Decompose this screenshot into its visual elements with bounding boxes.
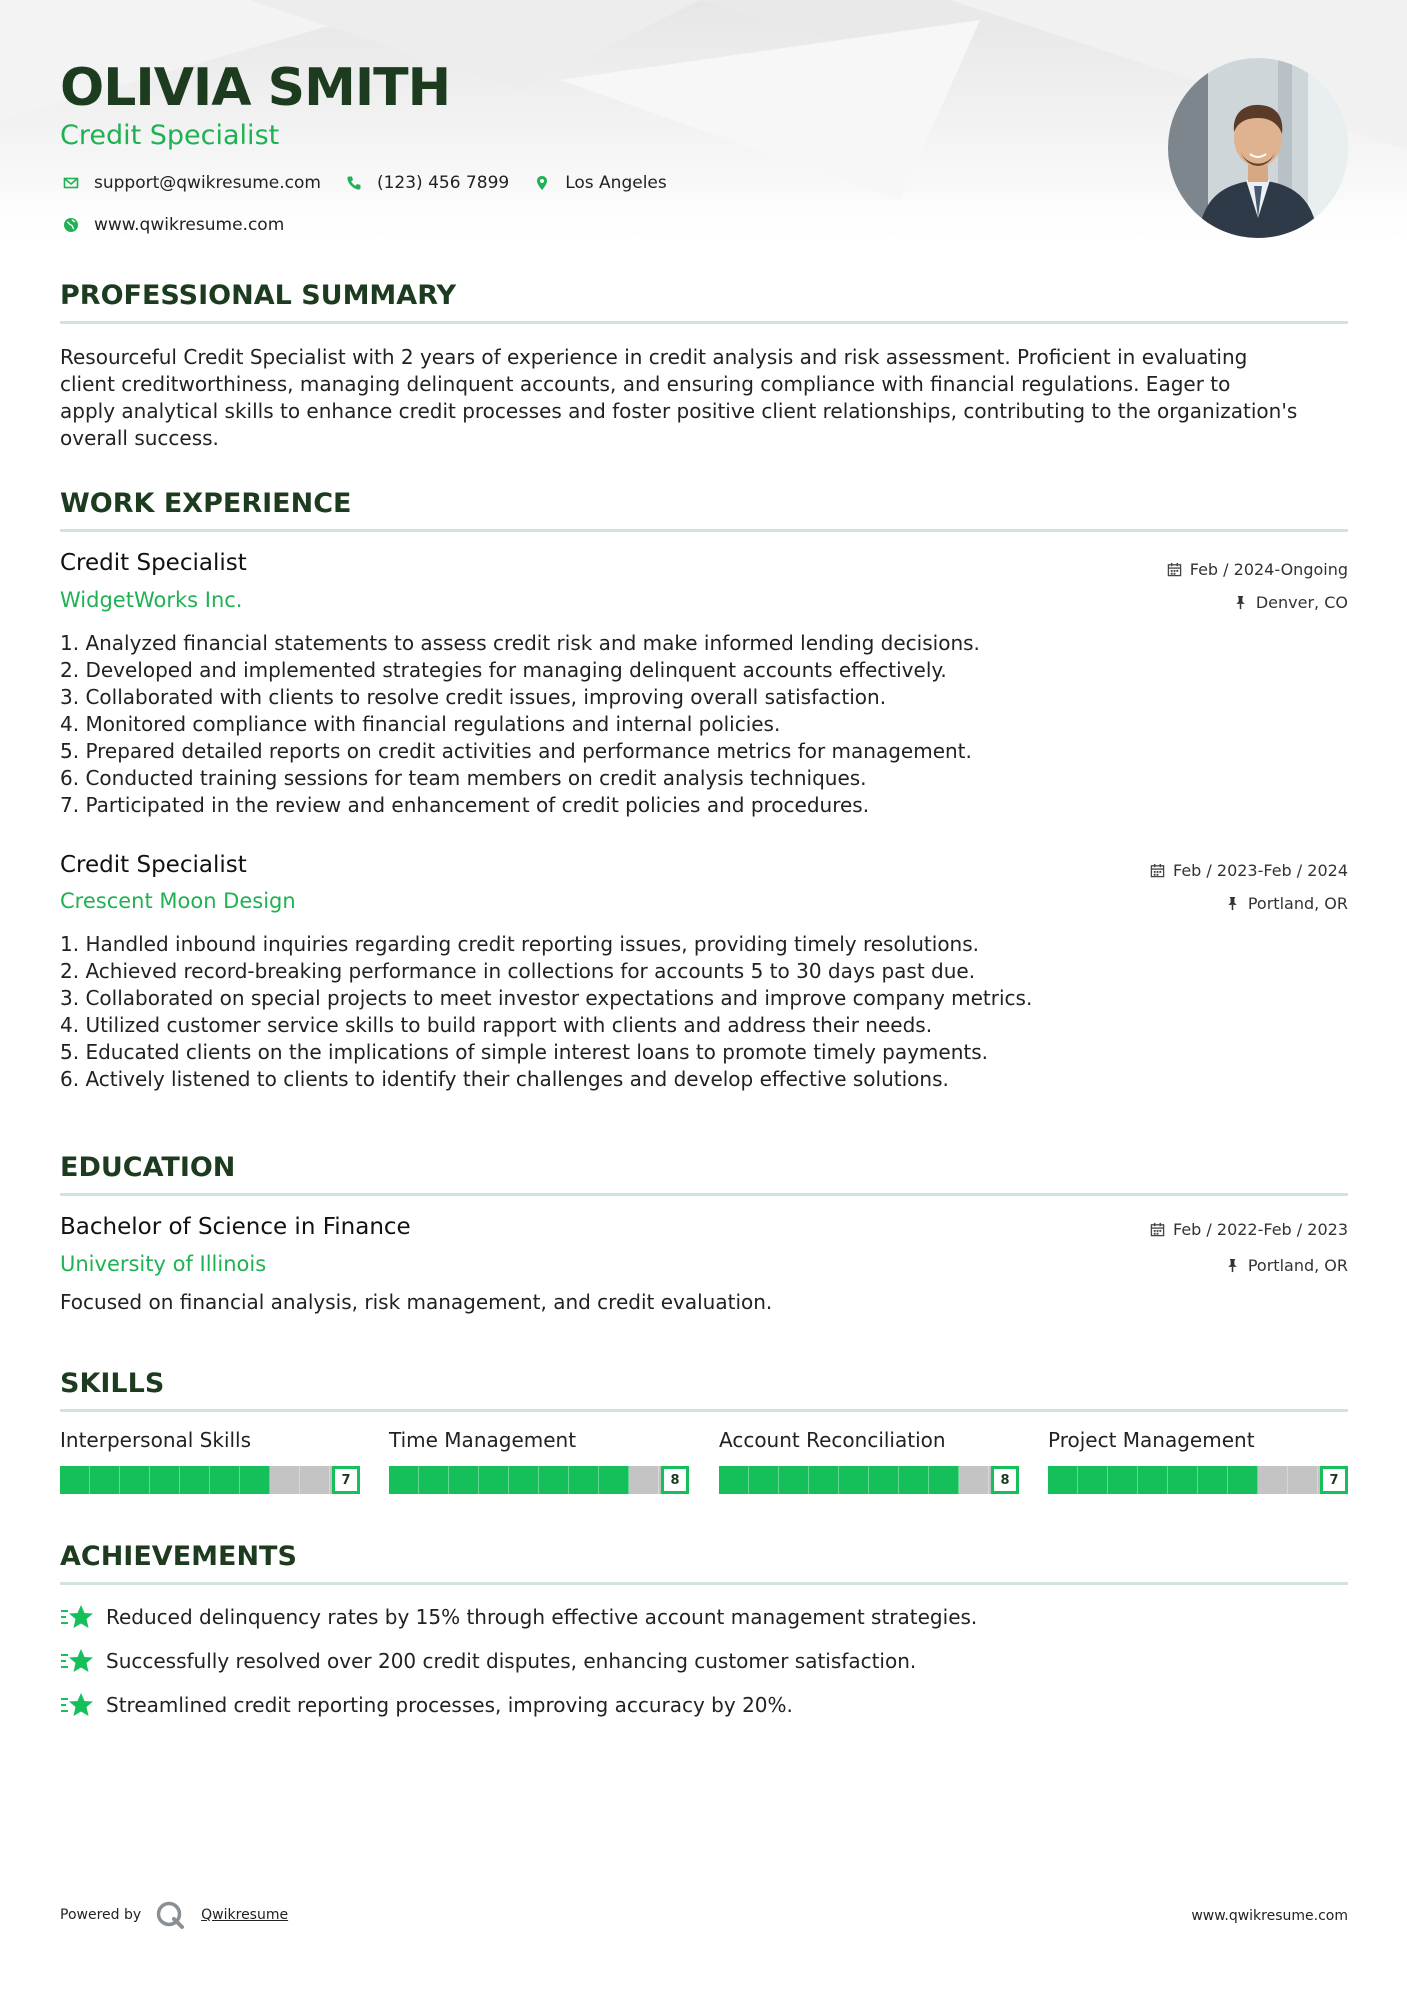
globe-icon <box>60 214 82 236</box>
skill-bar-segment <box>300 1466 330 1494</box>
section-divider <box>60 1193 1348 1196</box>
list-item: 3. Collaborated with clients to resolve credit issues, improving overall satisfaction. <box>60 685 887 709</box>
skill-bar-segment <box>90 1466 120 1494</box>
skill-item <box>1048 1428 1348 1494</box>
section-divider <box>60 321 1348 324</box>
calendar-icon <box>1167 562 1182 577</box>
summary-line: client creditworthiness, managing delinquent accounts, and ensuring compliance with financial regulations. Eager to <box>60 372 1231 396</box>
skill-bar <box>60 1466 360 1494</box>
job-dates-text: Feb / 2023-Feb / 2024 <box>1173 861 1348 880</box>
pushpin-icon <box>1225 1258 1240 1273</box>
skill-score: 7 <box>1320 1466 1348 1494</box>
skill-score: 7 <box>332 1466 360 1494</box>
skills-heading: SKILLS <box>60 1368 165 1399</box>
skill-bar-segment <box>1198 1466 1228 1494</box>
job-company: Crescent Moon Design <box>60 889 296 913</box>
achievement-text: Streamlined credit reporting processes, improving accuracy by 20%. <box>106 1693 793 1717</box>
skill-bar-segment <box>1078 1466 1108 1494</box>
achievement-item <box>60 1648 916 1674</box>
job-title: Credit Specialist <box>60 852 247 878</box>
contact-row-secondary <box>60 214 306 236</box>
footer-website[interactable]: www.qwikresume.com <box>1191 1908 1348 1924</box>
pushpin-icon <box>1233 595 1248 610</box>
skill-name: Account Reconciliation <box>719 1428 946 1452</box>
calendar-icon <box>1150 1222 1165 1237</box>
list-item: 5. Prepared detailed reports on credit activities and performance metrics for management. <box>60 739 972 763</box>
skill-bar-segment <box>419 1466 449 1494</box>
candidate-title: Credit Specialist <box>60 120 280 151</box>
contact-email[interactable]: support@qwikresume.com <box>94 173 321 193</box>
skill-bar-segment <box>1108 1466 1138 1494</box>
skill-bar-segment <box>449 1466 479 1494</box>
envelope-icon <box>60 172 82 194</box>
list-item: 1. Analyzed financial statements to assess credit risk and make informed lending decisions. <box>60 631 980 655</box>
skill-bar <box>389 1466 689 1494</box>
skill-item <box>60 1428 360 1494</box>
education-location <box>1225 1256 1348 1275</box>
skill-bar-segment <box>629 1466 659 1494</box>
skill-bar-segment <box>899 1466 929 1494</box>
contact-website[interactable]: www.qwikresume.com <box>94 215 285 235</box>
skill-bar <box>719 1466 1019 1494</box>
skill-bar-segment <box>150 1466 180 1494</box>
skill-bar-segment <box>270 1466 300 1494</box>
skill-bar-segment <box>1048 1466 1078 1494</box>
education-degree: Bachelor of Science in Finance <box>60 1214 411 1240</box>
summary-line: apply analytical skills to enhance credit processes and foster positive client relationships, contributing to the organization's <box>60 399 1298 423</box>
achievement-item <box>60 1604 977 1630</box>
map-pin-icon <box>531 172 553 194</box>
skill-bar <box>1048 1466 1348 1494</box>
list-item: 1. Handled inbound inquiries regarding credit reporting issues, providing timely resolutions. <box>60 932 980 956</box>
skill-bar-segment <box>1168 1466 1198 1494</box>
skill-name: Time Management <box>389 1428 577 1452</box>
powered-by-label: Powered by <box>60 1907 142 1923</box>
job-location-text: Portland, OR <box>1247 894 1348 913</box>
list-item: 6. Actively listened to clients to identify their challenges and develop effective solutions. <box>60 1067 949 1091</box>
experience-heading: WORK EXPERIENCE <box>60 488 352 519</box>
footer-powered-by <box>60 1900 288 1930</box>
education-dates <box>1150 1220 1348 1239</box>
skill-bar-segment <box>210 1466 240 1494</box>
summary-line: overall success. <box>60 426 219 450</box>
skill-bar-segment <box>539 1466 569 1494</box>
section-divider <box>60 529 1348 532</box>
list-item: 3. Collaborated on special projects to meet investor expectations and improve company metrics. <box>60 986 1033 1010</box>
skill-bar-segment <box>1288 1466 1318 1494</box>
star-award-icon <box>60 1648 94 1674</box>
skill-bar-segment <box>240 1466 270 1494</box>
skill-bar-segment <box>719 1466 749 1494</box>
skill-bar-segment <box>839 1466 869 1494</box>
skill-bar-segment <box>479 1466 509 1494</box>
star-award-icon <box>60 1692 94 1718</box>
phone-icon <box>343 172 365 194</box>
summary-text <box>60 344 1348 452</box>
skill-bar-segment <box>509 1466 539 1494</box>
education-heading: EDUCATION <box>60 1152 236 1183</box>
skill-item <box>719 1428 1019 1494</box>
profile-photo <box>1168 58 1348 238</box>
skill-item <box>389 1428 689 1494</box>
skill-bar-segment <box>1138 1466 1168 1494</box>
skill-name: Interpersonal Skills <box>60 1428 252 1452</box>
list-item: 6. Conducted training sessions for team members on credit analysis techniques. <box>60 766 867 790</box>
education-location-text: Portland, OR <box>1247 1256 1348 1275</box>
contact-row-primary <box>60 172 689 194</box>
achievement-text: Reduced delinquency rates by 15% through effective account management strategies. <box>106 1605 978 1629</box>
list-item: 7. Participated in the review and enhancement of credit policies and procedures. <box>60 793 870 817</box>
skill-bar-segment <box>569 1466 599 1494</box>
job-company: WidgetWorks Inc. <box>60 588 243 612</box>
job-dates <box>1150 861 1348 880</box>
candidate-name: OLIVIA SMITH <box>60 58 451 118</box>
skill-bar-segment <box>180 1466 210 1494</box>
education-school: University of Illinois <box>60 1252 267 1276</box>
skill-bar-segment <box>60 1466 90 1494</box>
job-location <box>1233 593 1348 612</box>
job-title: Credit Specialist <box>60 550 247 576</box>
list-item: 5. Educated clients on the implications of simple interest loans to promote timely payments. <box>60 1040 989 1064</box>
skill-bar-segment <box>869 1466 899 1494</box>
job-location <box>1225 894 1348 913</box>
section-divider <box>60 1409 1348 1412</box>
list-item: 2. Developed and implemented strategies for managing delinquent accounts effectively. <box>60 658 947 682</box>
summary-heading: PROFESSIONAL SUMMARY <box>60 280 457 311</box>
achievement-item <box>60 1692 793 1718</box>
skill-bar-segment <box>1228 1466 1258 1494</box>
achievements-heading: ACHIEVEMENTS <box>60 1541 297 1572</box>
calendar-icon <box>1150 863 1165 878</box>
skill-bar-segment <box>749 1466 779 1494</box>
job-dates <box>1167 560 1348 579</box>
job-responsibilities <box>60 931 1348 1093</box>
achievement-text: Successfully resolved over 200 credit disputes, enhancing customer satisfaction. <box>106 1649 917 1673</box>
list-item: 4. Utilized customer service skills to build rapport with clients and address their needs. <box>60 1013 933 1037</box>
skill-bar-segment <box>599 1466 629 1494</box>
skill-score: 8 <box>991 1466 1019 1494</box>
education-dates-text: Feb / 2022-Feb / 2023 <box>1173 1220 1348 1239</box>
contact-location: Los Angeles <box>565 173 667 193</box>
skill-bar-segment <box>779 1466 809 1494</box>
skill-bar-segment <box>929 1466 959 1494</box>
education-description: Focused on financial analysis, risk management, and credit evaluation. <box>60 1290 773 1314</box>
star-award-icon <box>60 1604 94 1630</box>
skill-bar-segment <box>809 1466 839 1494</box>
qwikresume-link[interactable]: Qwikresume <box>201 1907 289 1923</box>
skill-score: 8 <box>661 1466 689 1494</box>
skill-bar-segment <box>1258 1466 1288 1494</box>
skill-bar-segment <box>120 1466 150 1494</box>
list-item: 2. Achieved record-breaking performance in collections for accounts 5 to 30 days past due. <box>60 959 976 983</box>
skill-name: Project Management <box>1048 1428 1255 1452</box>
list-item: 4. Monitored compliance with financial regulations and internal policies. <box>60 712 781 736</box>
job-responsibilities <box>60 630 1348 819</box>
pushpin-icon <box>1225 896 1240 911</box>
skill-bar-segment <box>389 1466 419 1494</box>
job-dates-text: Feb / 2024-Ongoing <box>1189 560 1348 579</box>
qwikresume-logo-icon <box>155 1900 185 1930</box>
job-location-text: Denver, CO <box>1255 593 1348 612</box>
section-divider <box>60 1582 1348 1585</box>
summary-line: Resourceful Credit Specialist with 2 years of experience in credit analysis and risk assessment. Proficient in evaluating <box>60 345 1248 369</box>
skill-bar-segment <box>959 1466 989 1494</box>
contact-phone[interactable]: (123) 456 7899 <box>376 173 510 193</box>
